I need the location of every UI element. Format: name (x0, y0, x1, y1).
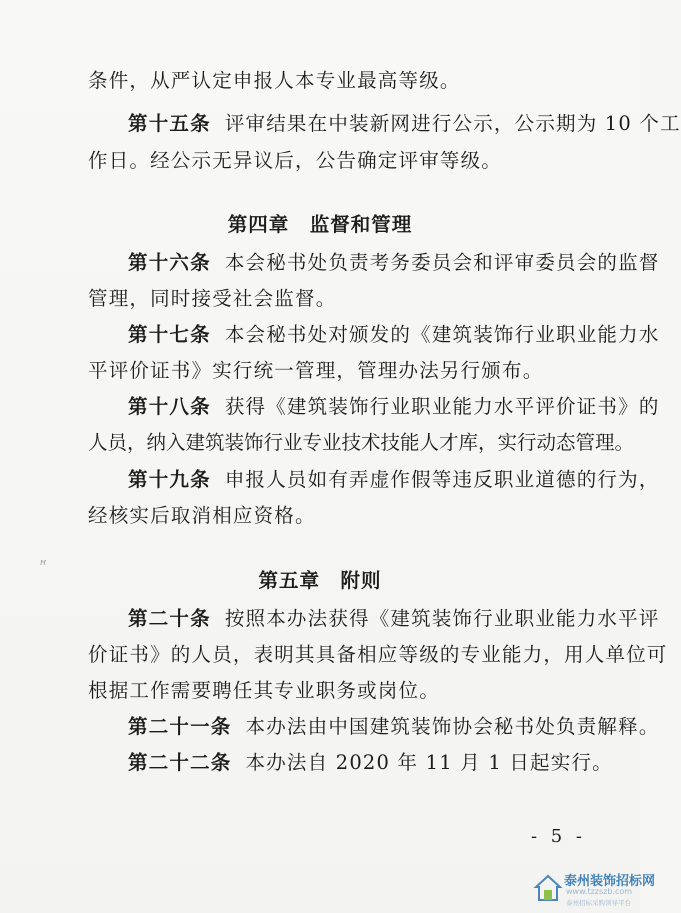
paragraph-line: 人员，纳入建筑装饰行业专业技术技能人才库，实行动态管理。 (88, 431, 635, 454)
article-text: 评审结果在中装新网进行公示，公示期为 10 个工 (224, 112, 681, 135)
article-15 (128, 111, 681, 137)
article-19 (128, 467, 660, 493)
article-text: 本会秘书处负责考务委员会和评审委员会的监督 (224, 251, 660, 274)
article-21 (128, 714, 660, 740)
article-text: 申报人员如有弄虚作假等违反职业道德的行为， (224, 468, 660, 491)
article-label: 第二十二条 (128, 751, 232, 774)
page-number: - 5 - (530, 826, 586, 847)
article-label: 第十七条 (128, 323, 211, 346)
paragraph-line: 经核实后取消相应资格。 (88, 504, 316, 527)
watermark-subtitle: 泰州招标采购领导平台 (566, 899, 631, 907)
chapter-4-heading: 第四章 监督和管理 (227, 213, 413, 236)
article-text: 本办法由中国建筑装饰协会秘书处负责解释。 (245, 715, 660, 738)
paragraph-line: 根据工作需要聘任其专业职务或岗位。 (88, 679, 440, 702)
article-label: 第十八条 (128, 395, 211, 418)
article-label: 第二十条 (128, 607, 211, 630)
watermark-title: 泰州装饰招标网 (564, 874, 656, 889)
article-label: 第十五条 (128, 112, 211, 135)
paragraph-line: 管理，同时接受社会监督。 (88, 287, 337, 310)
chapter-5-heading: 第五章 附则 (258, 569, 382, 592)
margin-mark: ꟸ (40, 558, 47, 571)
house-logo-icon (534, 874, 562, 902)
paragraph-line: 作日。经公示无异议后，公告确定评审等级。 (88, 149, 503, 172)
article-20 (128, 606, 660, 632)
article-18 (128, 394, 660, 420)
article-label: 第十六条 (128, 251, 211, 274)
article-17 (128, 322, 660, 348)
article-text: 本会秘书处对颁发的《建筑装饰行业职业能力水 (224, 323, 660, 346)
article-text: 按照本办法获得《建筑装饰行业职业能力水平评 (224, 607, 660, 630)
article-text: 本办法自 2020 年 11 月 1 日起实行。 (245, 751, 613, 774)
article-label: 第十九条 (128, 468, 211, 491)
paragraph-line: 平评价证书》实行统一管理，管理办法另行颁布。 (88, 359, 544, 382)
paragraph-line: 价证书》的人员，表明其具备相应等级的专业能力，用人单位可 (88, 643, 668, 666)
article-label: 第二十一条 (128, 715, 232, 738)
article-16 (128, 250, 660, 276)
article-text: 获得《建筑装饰行业职业能力水平评价证书》的 (224, 395, 660, 418)
site-watermark (530, 868, 656, 910)
paragraph-line: 条件，从严认定申报人本专业最高等级。 (88, 69, 461, 92)
watermark-url: www.tzzszb.com (566, 887, 633, 896)
article-22 (128, 750, 613, 776)
